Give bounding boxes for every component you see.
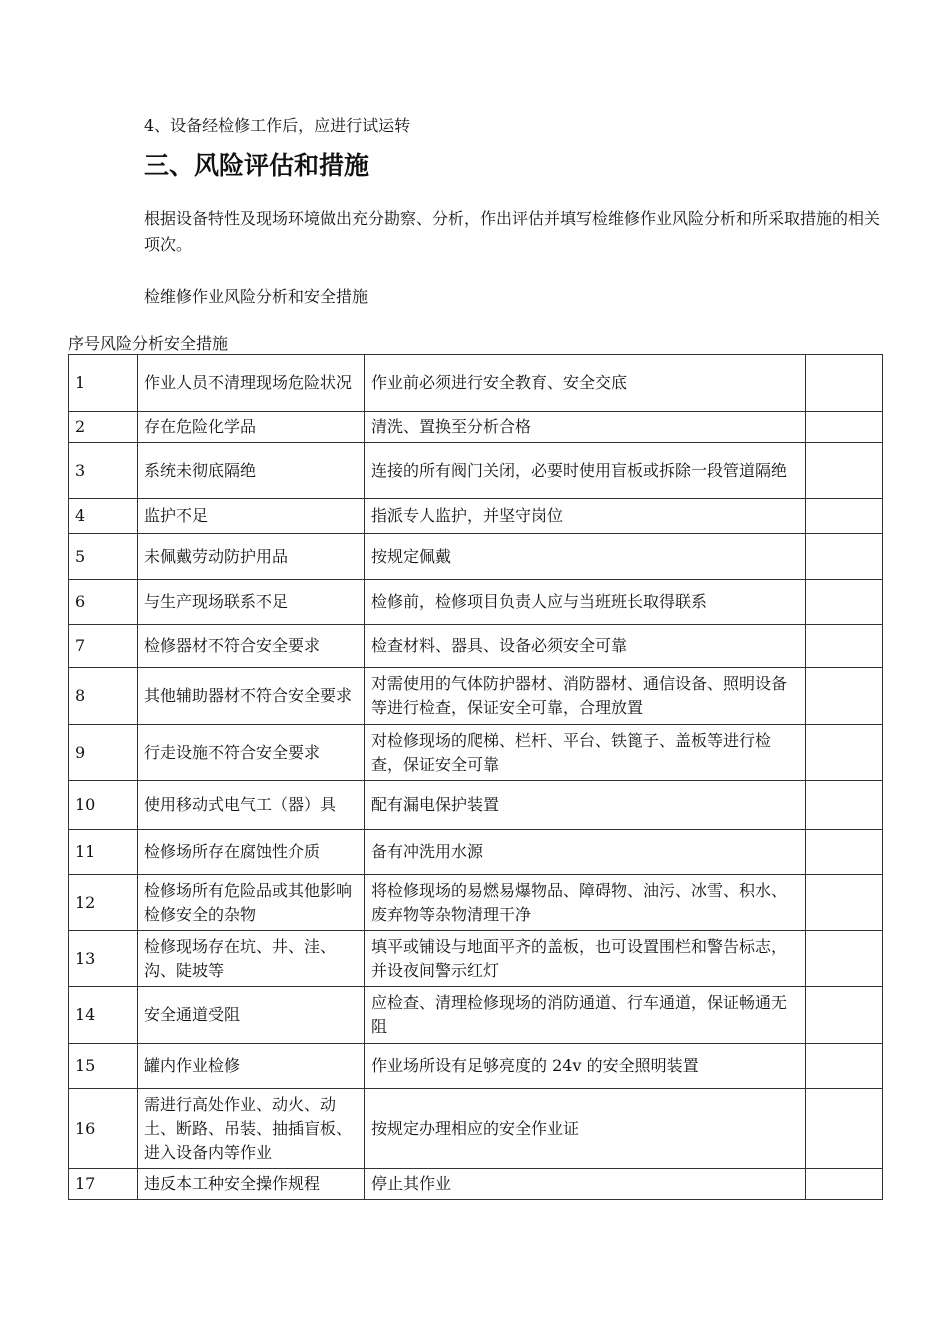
measure-cell: 检查材料、器具、设备必须安全可靠 [365,625,806,668]
table-row [69,580,883,625]
measure-cell: 将检修现场的易燃易爆物品、障碍物、油污、冰雪、积水、废弃物等杂物清理干净 [365,875,806,931]
risk-cell: 作业人员不清理现场危险状况 [138,355,365,412]
check-cell [806,499,883,534]
table-row [69,1089,883,1169]
check-cell [806,534,883,580]
row-number: 16 [69,1089,138,1169]
risk-cell: 存在危险化学品 [138,412,365,443]
table-row [69,830,883,875]
measure-cell: 作业场所设有足够亮度的 24v 的安全照明装置 [365,1044,806,1089]
row-number: 5 [69,534,138,580]
row-number: 17 [69,1169,138,1200]
risk-cell: 安全通道受阻 [138,987,365,1044]
row-number: 15 [69,1044,138,1089]
measure-cell: 应检查、清理检修现场的消防通道、行车通道，保证畅通无阻 [365,987,806,1044]
check-cell [806,1089,883,1169]
intro-line: 4、设备经检修工作后，应进行试运转 [144,116,411,135]
risk-cell: 行走设施不符合安全要求 [138,725,365,781]
table-row [69,625,883,668]
measure-cell: 备有冲洗用水源 [365,830,806,875]
row-number: 3 [69,443,138,499]
table-row [69,668,883,725]
measure-cell: 作业前必须进行安全教育、安全交底 [365,355,806,412]
description-paragraph: 根据设备特性及现场环境做出充分勘察、分析，作出评估并填写检维修作业风险分析和所采取措施的相关项次。 [144,209,881,254]
check-cell [806,725,883,781]
row-number: 9 [69,725,138,781]
check-cell [806,443,883,499]
row-number: 7 [69,625,138,668]
measure-cell: 检修前，检修项目负责人应与当班班长取得联系 [365,580,806,625]
measure-cell: 配有漏电保护装置 [365,781,806,830]
row-number: 1 [69,355,138,412]
table-row [69,1044,883,1089]
measure-cell: 对检修现场的爬梯、栏杆、平台、铁篦子、盖板等进行检查，保证安全可靠 [365,725,806,781]
measure-cell: 按规定佩戴 [365,534,806,580]
risk-cell: 与生产现场联系不足 [138,580,365,625]
table-row [69,875,883,931]
check-cell [806,668,883,725]
check-cell [806,875,883,931]
risk-cell: 检修器材不符合安全要求 [138,625,365,668]
check-cell [806,830,883,875]
measure-cell: 指派专人监护，并坚守岗位 [365,499,806,534]
row-number: 12 [69,875,138,931]
table-row [69,1169,883,1200]
measure-cell: 填平或铺设与地面平齐的盖板，也可设置围栏和警告标志，并设夜间警示红灯 [365,931,806,987]
risk-cell: 未佩戴劳动防护用品 [138,534,365,580]
section-heading: 三、风险评估和措施 [144,151,370,180]
measure-cell: 停止其作业 [365,1169,806,1200]
table-row [69,499,883,534]
table-row [69,412,883,443]
check-cell [806,931,883,987]
risk-cell: 违反本工种安全操作规程 [138,1169,365,1200]
risk-cell: 罐内作业检修 [138,1044,365,1089]
risk-table [68,354,883,1200]
check-cell [806,1044,883,1089]
risk-cell: 系统未彻底隔绝 [138,443,365,499]
risk-cell: 检修现场存在坑、井、洼、沟、陡坡等 [138,931,365,987]
risk-cell: 检修场所存在腐蚀性介质 [138,830,365,875]
row-number: 11 [69,830,138,875]
risk-cell: 需进行高处作业、动火、动土、断路、吊装、抽插盲板、进入设备内等作业 [138,1089,365,1169]
row-number: 8 [69,668,138,725]
check-cell [806,1169,883,1200]
check-cell [806,355,883,412]
risk-cell: 检修场所有危险品或其他影响检修安全的杂物 [138,875,365,931]
table-row [69,534,883,580]
table-row [69,987,883,1044]
check-cell [806,625,883,668]
table-subtitle: 检维修作业风险分析和安全措施 [144,287,369,306]
row-number: 14 [69,987,138,1044]
check-cell [806,781,883,830]
table-row [69,781,883,830]
table-row [69,931,883,987]
check-cell [806,987,883,1044]
row-number: 10 [69,781,138,830]
table-row [69,725,883,781]
check-cell [806,580,883,625]
row-number: 6 [69,580,138,625]
measure-cell: 连接的所有阀门关闭，必要时使用盲板或拆除一段管道隔绝 [365,443,806,499]
row-number: 13 [69,931,138,987]
table-header-text: 序号风险分析安全措施 [68,334,229,353]
measure-cell: 按规定办理相应的安全作业证 [365,1089,806,1169]
check-cell [806,412,883,443]
measure-cell: 对需使用的气体防护器材、消防器材、通信设备、照明设备等进行检查，保证安全可靠，合理放置 [365,668,806,725]
table-row [69,355,883,412]
row-number: 4 [69,499,138,534]
risk-cell: 使用移动式电气工（器）具 [138,781,365,830]
risk-cell: 其他辅助器材不符合安全要求 [138,668,365,725]
risk-cell: 监护不足 [138,499,365,534]
measure-cell: 清洗、置换至分析合格 [365,412,806,443]
table-row [69,443,883,499]
row-number: 2 [69,412,138,443]
